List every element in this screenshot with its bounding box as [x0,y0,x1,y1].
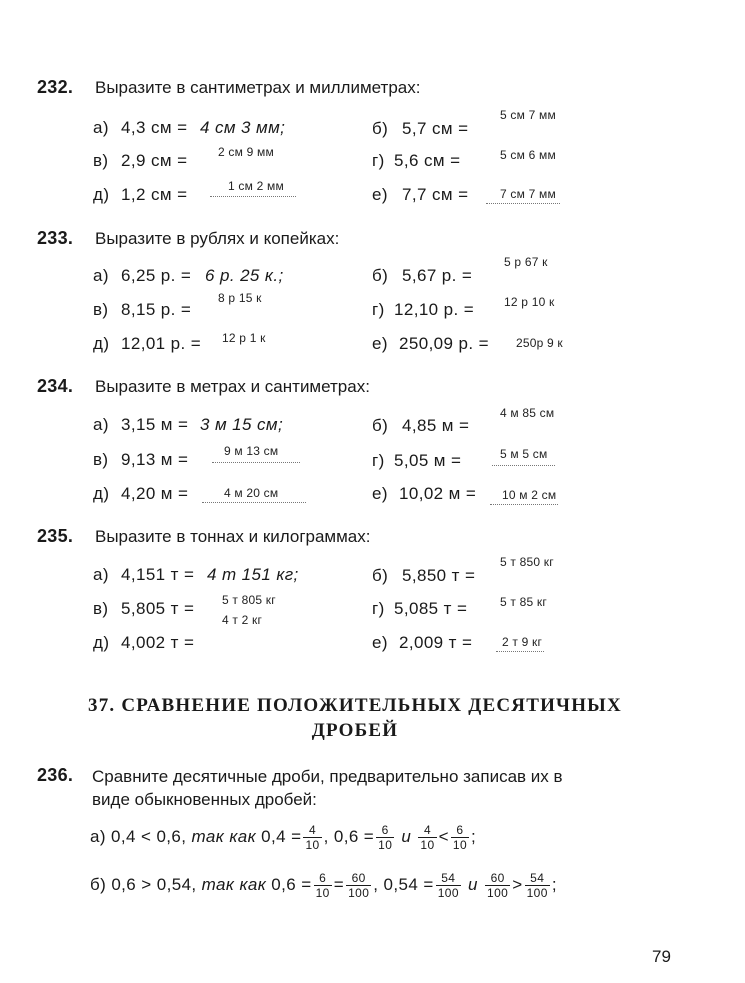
exercise-instruction-continued: виде обыкновенных дробей: [92,790,317,809]
item-label: б) [90,875,107,894]
exercise-number: 233. [37,228,74,248]
handwritten-answer: 12 р 1 к [222,331,266,345]
item-label: а) [93,565,109,584]
line-end: ; [471,827,477,846]
page-number: 79 [652,947,671,966]
item-label: б) [372,266,389,285]
handwritten-answer: 5 см 7 мм [500,108,556,122]
item-label: д) [93,633,110,652]
denominator: 100 [487,885,509,900]
equals-sign: = [333,875,345,894]
item-expression: 10,02 м = [399,484,477,503]
conjunction: и [468,875,478,894]
exercise-number: 236. [37,765,74,785]
item-label: а) [90,827,106,846]
fraction [525,871,550,900]
item-expression: 2,009 т = [399,633,473,652]
item-expression: 250,09 р. = [399,334,489,353]
item-expression: 9,13 м = [121,450,189,469]
exercise-number: 232. [37,77,74,97]
decimal-expression: , 0,54 = [373,875,434,894]
item-expression: 3,15 м = [121,415,189,434]
item-label: д) [93,484,110,503]
item-expression: 12,10 р. = [394,300,475,319]
item-label: б) [372,119,389,138]
handwritten-answer: 10 м 2 см [490,488,558,505]
item-label: г) [372,300,385,319]
handwritten-answer: 2 см 9 мм [218,145,274,159]
handwritten-answer: 2 т 9 кг [496,635,544,652]
item-expression: 8,15 р. = [121,300,192,319]
comparison-statement: 0,4 < 0,6, [111,827,187,846]
item-expression: 5,805 т = [121,599,195,618]
denominator: 10 [305,837,320,852]
comparison-line-a [90,820,476,854]
handwritten-answer: 4 м 20 см [202,486,306,503]
fraction [418,823,436,852]
item-label: в) [93,151,109,170]
item-answer: 3 м 15 см; [200,415,284,434]
denominator: 10 [378,837,393,852]
item-answer: 6 р. 25 к.; [205,266,284,285]
item-label: а) [93,415,109,434]
item-label: б) [372,566,389,585]
exercise-instruction: Выразите в сантиметрах и миллиметрах: [95,78,421,97]
numerator: 54 [436,871,461,886]
exercise-instruction: Выразите в рублях и копейках: [95,229,340,248]
fraction [346,871,371,900]
handwritten-answer: 5 см 6 мм [500,148,556,162]
since-phrase: так как [191,827,257,846]
handwritten-answer: 5 т 850 кг [500,555,554,569]
exercise-instruction: Сравните десятичные дроби, предварительно записав их в [92,767,563,786]
item-expression: 5,05 м = [394,451,462,470]
handwritten-answer: 12 р 10 к [504,295,555,309]
item-label: е) [372,484,388,503]
item-expression: 5,085 т = [394,599,468,618]
item-label: в) [93,300,109,319]
numerator: 4 [418,823,436,838]
item-label: г) [372,451,385,470]
handwritten-answer: 7 см 7 мм [486,187,560,204]
item-expression: 6,25 р. = [121,266,192,285]
fraction [303,823,321,852]
decimal-expression: 0,6 = [271,875,312,894]
item-label: г) [372,599,385,618]
denominator: 100 [348,885,370,900]
item-label: е) [372,185,388,204]
handwritten-answer: 5 т 85 кг [500,595,547,609]
denominator: 100 [526,885,548,900]
numerator: 6 [314,871,332,886]
fraction [436,871,461,900]
handwritten-answer: 5 м 5 см [492,447,555,466]
item-expression: 4,3 см = [121,118,188,137]
exercise-number: 234. [37,376,74,396]
section-heading-line-2: ДРОБЕЙ [311,720,399,741]
item-expression: 4,151 т = [121,565,195,584]
item-label: а) [93,118,109,137]
item-expression: 4,85 м = [402,416,470,435]
fraction [451,823,469,852]
decimal-expression: 0,4 = [261,827,302,846]
item-label: д) [93,185,110,204]
item-expression: 7,7 см = [402,185,469,204]
since-phrase: так как [201,875,267,894]
numerator: 6 [451,823,469,838]
handwritten-answer: 4 т 2 кг [222,613,263,627]
comparison-operator: > [512,875,523,894]
numerator: 60 [346,871,371,886]
comparison-statement: 0,6 > 0,54, [111,875,197,894]
item-expression: 1,2 см = [121,185,188,204]
numerator: 6 [376,823,394,838]
item-expression: 5,7 см = [402,119,469,138]
item-label: е) [372,633,388,652]
item-expression: 5,850 т = [402,566,476,585]
item-label: а) [93,266,109,285]
denominator: 10 [315,885,330,900]
numerator: 4 [303,823,321,838]
item-expression: 5,6 см = [394,151,461,170]
handwritten-answer: 250р 9 к [516,336,563,350]
comparison-operator: < [438,827,449,846]
exercise-number: 235. [37,526,74,546]
denominator: 10 [420,837,435,852]
handwritten-answer: 1 см 2 мм [210,179,296,197]
item-label: д) [93,334,110,353]
denominator: 100 [437,885,459,900]
item-label: б) [372,416,389,435]
denominator: 10 [452,837,468,852]
item-expression: 4,002 т = [121,633,195,652]
handwritten-answer: 4 м 85 см [500,406,555,420]
exercise-instruction: Выразите в метрах и сантиметрах: [95,377,370,396]
item-expression: 2,9 см = [121,151,188,170]
item-label: в) [93,450,109,469]
item-expression: 4,20 м = [121,484,189,503]
fraction [485,871,510,900]
fraction [376,823,394,852]
handwritten-answer: 5 т 805 кг [222,593,276,607]
item-label: г) [372,151,385,170]
numerator: 54 [525,871,550,886]
conjunction: и [401,827,412,846]
item-answer: 4 см 3 мм; [200,118,286,137]
exercise-instruction: Выразите в тоннах и килограммах: [95,527,371,546]
item-expression: 12,01 р. = [121,334,202,353]
fraction [314,871,332,900]
item-answer: 4 т 151 кг; [207,565,299,584]
item-label: в) [93,599,109,618]
handwritten-answer: 9 м 13 см [212,444,300,463]
handwritten-answer: 5 р 67 к [504,255,548,269]
comparison-line-b [90,868,557,902]
line-end: ; [551,875,557,894]
numerator: 60 [485,871,510,886]
section-heading-line-1: 37. СРАВНЕНИЕ ПОЛОЖИТЕЛЬНЫХ ДЕСЯТИЧНЫХ [88,695,622,716]
item-expression: 5,67 р. = [402,266,473,285]
decimal-expression: , 0,6 = [323,827,375,846]
item-label: е) [372,334,388,353]
handwritten-answer: 8 р 15 к [218,291,262,305]
